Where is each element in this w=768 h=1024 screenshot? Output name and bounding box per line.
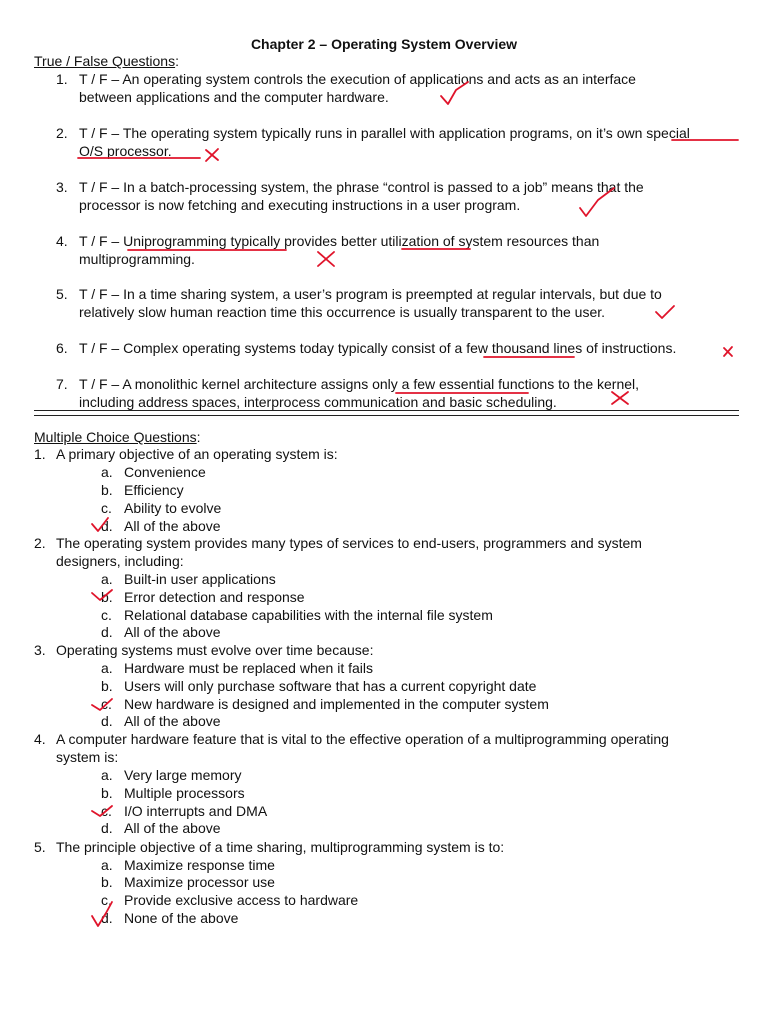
tf-question-number: 7.	[56, 376, 68, 392]
option-letter: b.	[101, 678, 113, 694]
tf-question-text-line2: between applications and the computer hardware.	[79, 89, 389, 105]
option-letter: a.	[101, 767, 113, 783]
mc-question-text-line2: system is:	[56, 748, 119, 765]
mc-question-text: A computer hardware feature that is vital to the effective operation of a multiprogramming operating	[56, 731, 669, 747]
option-letter: c.	[101, 892, 112, 908]
mc-question-number: 5.	[34, 839, 46, 855]
mc-question-text: Operating systems must evolve over time because:	[56, 642, 374, 658]
tf-question-number: 6.	[56, 340, 68, 356]
tf-question-text-line1: T / F – Uniprogramming typically provides better utilization of system resources than	[79, 233, 600, 249]
option-letter: c.	[101, 696, 112, 712]
tf-question-number: 5.	[56, 286, 68, 302]
option-letter: d.	[101, 518, 113, 534]
mc-question-number: 1.	[34, 446, 46, 462]
mc-question-text: The principle objective of a time sharing, multiprogramming system is to:	[56, 839, 505, 855]
tf-question-text-line1: T / F – A monolithic kernel architecture assigns only a few essential functions to the kernel,	[79, 376, 640, 392]
option-letter: b.	[101, 785, 113, 801]
tf-question-text-line2: including address spaces, interprocess communication and basic scheduling.	[79, 394, 557, 410]
tf-question-text-line1: T / F – Complex operating systems today typically consist of a few thousand lines of instructions.	[79, 340, 677, 356]
option-letter: c.	[101, 803, 112, 819]
tf-question-text-line2: relatively slow human reaction time this occurrence is usually transparent to the user.	[79, 304, 606, 320]
page-title: Chapter 2 – Operating System Overview	[250, 36, 518, 52]
option-text: All of the above	[124, 713, 221, 729]
option-text: All of the above	[124, 624, 221, 640]
option-text: Maximize processor use	[124, 874, 275, 890]
option-text: Users will only purchase software that has a current copyright date	[124, 678, 537, 694]
tf-question-number: 4.	[56, 233, 68, 249]
option-text: Hardware must be replaced when it fails	[124, 660, 374, 676]
multiple-choice-heading-text: Multiple Choice Questions	[34, 429, 197, 445]
tf-question-text-line2: multiprogramming.	[79, 251, 195, 267]
option-letter: c.	[101, 500, 112, 516]
option-text: I/O interrupts and DMA	[124, 803, 268, 819]
option-text: Provide exclusive access to hardware	[124, 892, 359, 908]
option-letter: b.	[101, 482, 113, 498]
option-letter: d.	[101, 713, 113, 729]
tf-question-text-line1: T / F – The operating system typically runs in parallel with application programs, on it’s own special	[79, 125, 690, 141]
option-text: Ability to evolve	[124, 500, 222, 516]
tf-question-text-line1: T / F – In a batch-processing system, the phrase “control is passed to a job” means that the	[79, 179, 644, 195]
mc-question-text: A primary objective of an operating system is:	[56, 446, 338, 462]
multiple-choice-heading	[34, 429, 201, 445]
true-false-heading-colon: :	[175, 53, 179, 69]
option-text: All of the above	[124, 518, 221, 534]
tf-question-number: 3.	[56, 179, 68, 195]
option-text: Error detection and response	[124, 589, 305, 605]
tf-question-text-line2: processor is now fetching and executing instructions in a user program.	[79, 197, 521, 213]
tf-question-text-line1: T / F – An operating system controls the execution of applications and acts as an interface	[79, 71, 636, 87]
multiple-choice-heading-colon: :	[196, 429, 201, 445]
mc-question-text-line2: designers, including:	[56, 552, 184, 569]
true-false-heading-text: True / False Questions	[34, 53, 176, 69]
tf-question-text-line2: O/S processor.	[79, 143, 172, 159]
option-text: Built-in user applications	[124, 571, 276, 587]
option-text: Maximize response time	[124, 857, 275, 873]
tf-question-number: 1.	[56, 71, 68, 87]
option-letter: d.	[101, 910, 113, 926]
option-text: Relational database capabilities with the internal file system	[124, 607, 493, 623]
option-letter: a.	[101, 571, 113, 587]
option-letter: b.	[101, 874, 113, 890]
mc-question-number: 2.	[34, 535, 46, 551]
option-letter: a.	[101, 660, 113, 676]
mc-question-text: The operating system provides many types of services to end-users, programmers and system	[56, 535, 642, 551]
option-text: All of the above	[124, 820, 221, 836]
option-text: Convenience	[124, 464, 206, 480]
tf-question-text-line1: T / F – In a time sharing system, a user’s program is preempted at regular intervals, but due to	[79, 286, 662, 302]
tf-question-number: 2.	[56, 125, 68, 141]
option-letter: a.	[101, 857, 113, 873]
option-letter: c.	[101, 607, 112, 623]
option-letter: d.	[101, 820, 113, 836]
option-text: New hardware is designed and implemented in the computer system	[124, 696, 549, 712]
option-letter: d.	[101, 624, 113, 640]
mc-question-number: 4.	[34, 731, 46, 747]
section-divider	[34, 410, 739, 416]
option-letter: b.	[101, 589, 113, 605]
option-text: Very large memory	[124, 767, 242, 783]
mc-question-number: 3.	[34, 642, 46, 658]
true-false-heading	[34, 53, 179, 69]
option-text: Multiple processors	[124, 785, 245, 801]
option-letter: a.	[101, 464, 113, 480]
option-text: Efficiency	[124, 482, 184, 498]
option-text: None of the above	[124, 910, 239, 926]
